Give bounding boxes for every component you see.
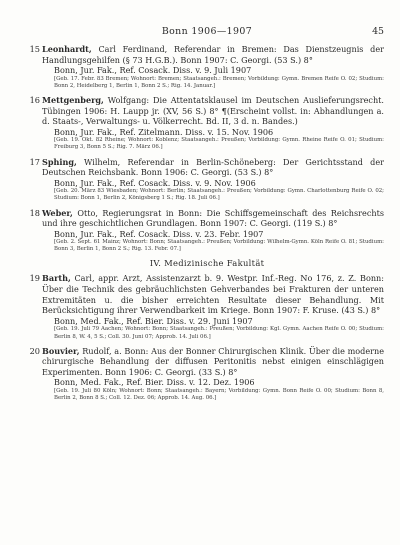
entry-citation bbox=[42, 157, 384, 178]
dissertation-entry bbox=[30, 157, 384, 203]
entry-citation bbox=[42, 208, 384, 229]
entry-number: 20 bbox=[29, 345, 40, 356]
degree-line: Bonn, Med. Fak., Ref. Bier. Diss. v. 29. Juni 1907 bbox=[54, 315, 253, 326]
entry-citation bbox=[42, 95, 384, 127]
author-name: Weber, bbox=[42, 207, 73, 218]
vita-note: [Geb. 2. Sept. 61 Mainz; Wohnort: Bonn; Staatsangeh.: Preußen; Vorbildung: Wilhelm-Gymn. Köln Reife O. 81; Studium: Bonn 3, Berlin 1, Bonn 2 S.; Rig. 13. Febr. 07.] bbox=[54, 239, 384, 253]
entry-number: 19 bbox=[29, 273, 40, 284]
entry-citation bbox=[42, 346, 384, 378]
author-name: Sphing, bbox=[42, 156, 77, 167]
degree-line: Bonn, Jur. Fak., Ref. Cosack. Diss. v. 23. Febr. 1907 bbox=[54, 228, 264, 239]
running-head: Bonn 1906—1907 bbox=[161, 26, 253, 37]
dissertation-entry bbox=[30, 273, 384, 340]
entry-text: Otto, Regierungsrat in Bonn: Die Schiffsgemeinschaft des Reichsrechts und ihre geschichtlichen Grundlagen. Bonn 1907: C. Georgi. (119 S.) 8° bbox=[42, 207, 384, 229]
dissertation-entry bbox=[30, 44, 384, 90]
vita-note: [Geb. 19. Juli 79 Aachen; Wohnort: Bonn; Staatsangeh.: Preußen; Vorbildung: Kgl. Gymn. Aachen Reife O. 00; Studium: Berlin 8, W. 4, 5 S.; Coll. 30. Juni 07; Approb. 14. Juli 06.] bbox=[54, 326, 384, 340]
entry-text: Rudolf, a. Bonn: Aus der Bonner Chirurgischen Klinik. Über die moderne chirurgische Behandlung der diffusen Peritonitis nebst einigen einschlägigen Experimenten. Bonn 1906: C. Georgi. (33 S.) 8° bbox=[42, 345, 384, 377]
dissertation-entry bbox=[30, 95, 384, 152]
page-number: 45 bbox=[372, 26, 384, 37]
dissertation-entry bbox=[30, 346, 384, 403]
vita-note: [Geb. 19. Juli 80 Köln; Wohnort: Bonn; Staatsangeh.: Bayern; Vorbildung: Gymn. Bonn Reife O. 00; Studium: Bonn 8, Berlin 2, Bonn 8 S.; Coll. 12. Dez. 06; Approb. 14. Aug. 06.] bbox=[54, 388, 384, 402]
vita-note: [Geb. 19. Okt. 82 Rheine; Wohnort: Koblenz; Staatsangeh.: Preußen; Vorbildung: Gymn. Rheine Reife O. 01; Studium: Freiburg 3, Bonn 5 S.; Rig. 7. März 06.] bbox=[54, 137, 384, 151]
vita-note: [Geb. 17. Febr. 83 Bremen; Wohnort: Bremen; Staatsangeh.: Bremen; Vorbildung: Gymn. Bremen Reife O. 02; Studium: Bonn 2, Heidelberg 1, Berlin 1, Bonn 2 S.; Rig. 14. Januar.] bbox=[54, 75, 384, 89]
entries bbox=[30, 44, 384, 407]
dissertation-entry bbox=[30, 208, 384, 254]
section-heading: IV. Medizinische Fakultät bbox=[149, 258, 265, 269]
author-name: Mettgenberg, bbox=[42, 94, 104, 105]
degree-line: Bonn, Jur. Fak., Ref. Zitelmann. Diss. v. 15. Nov. 1906 bbox=[54, 126, 274, 137]
degree-line: Bonn, Jur. Fak., Ref. Cosack. Diss. v. 9. Juli 1907 bbox=[54, 65, 252, 76]
author-name: Barth, bbox=[42, 273, 71, 284]
entry-number: 17 bbox=[29, 156, 40, 167]
entry-citation bbox=[42, 273, 384, 315]
degree-line: Bonn, Med. Fak., Ref. Bier. Diss. v. 12. Dez. 1906 bbox=[54, 377, 255, 388]
vita-note: [Geb. 20. März 83 Wiesbaden; Wohnort: Berlin; Staatsangeh.: Preußen; Vorbildung: Gymn. Charlottenburg Reife O. 02; Studium: Bonn 1, Berlin 2, Königsberg 1 S.; Rig. 18. Juli 06.] bbox=[54, 188, 384, 202]
entry-number: 18 bbox=[29, 207, 40, 218]
entry-number: 15 bbox=[29, 44, 40, 54]
entry-text: Wolfgang: Die Attentatsklausel im Deutschen Auslieferungsrecht. Tübingen 1906: H. Laupp jr. (XV, 56 S.) 8° ¶(Erscheint vollst. in: Abhandlungen a. d. Staats-, Verwaltungs- u. Völkerrecht. Bd. II, 3 d. n. Bandes.) bbox=[42, 94, 384, 127]
entry-text: Carl Ferdinand, Referendar in Bremen: Das Dienstzeugnis der Handlungsgehilfen (§ 73 H.G.B.). Bonn 1907: C. Georgi. (53 S.) 8° bbox=[42, 44, 384, 65]
entry-number: 16 bbox=[29, 94, 40, 105]
entry-citation bbox=[42, 44, 384, 65]
page-header bbox=[30, 26, 384, 38]
degree-line: Bonn, Jur. Fak., Ref. Cosack. Diss. v. 9. Nov. 1906 bbox=[54, 177, 256, 188]
entry-text: Carl, appr. Arzt, Assistenzarzt b. 9. Westpr. Inf.-Reg. No 176, z. Z. Bonn: Über die Technik des gebräuchlichsten Gehverbandes bei Frakturen der unteren Extremitäten u. die bisher erreichten Resultate dieser Behandlung. Mit Berücksichtigung ihrer Verwendbarkeit im Kriege. Bonn 1907: F. Kruse. (43 S.) 8° bbox=[42, 273, 384, 316]
entry-text: Wilhelm, Referendar in Berlin-Schöneberg: Der Gerichtsstand der Deutschen Reichsbank. Bonn 1906: C. Georgi. (53 S.) 8° bbox=[42, 156, 384, 178]
author-name: Bouvier, bbox=[42, 345, 80, 356]
author-name: Leonhardt, bbox=[42, 44, 92, 54]
